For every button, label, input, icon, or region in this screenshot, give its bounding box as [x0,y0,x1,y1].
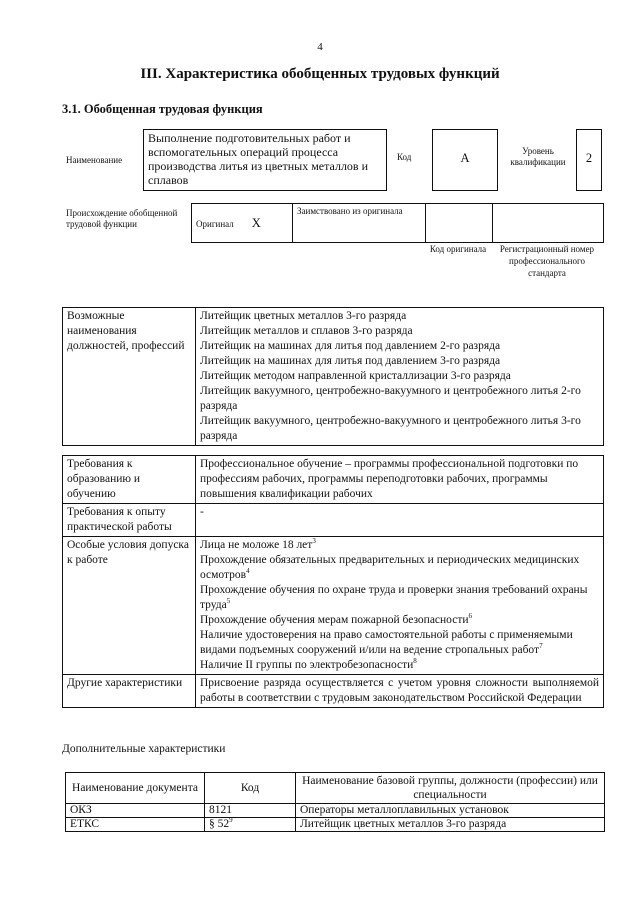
name-label: Наименование [66,155,123,165]
table-row [66,818,605,832]
conditions-list [196,537,604,675]
reg-number-cell [493,204,604,243]
reg-number-caption: Регистрационный номер профессионального стандарта [499,244,595,278]
conditions-label: Особые условия допуска к работе [63,537,196,675]
position-item: Литейщик методом направленной кристаллизации 3-го разряда [200,370,511,382]
experience-value: - [196,504,604,537]
education-value: Профессиональное обучение – программы профессиональной подготовки по профессиям рабочих, программы переподготовки рабочих, программы повышения квалификации рабочих [196,456,604,504]
row-name: Литейщик цветных металлов 3-го разряда [296,818,605,832]
education-label: Требования к образованию и обучению [63,456,196,504]
original-cell [192,204,293,243]
experience-label: Требования к опыту практической работы [63,504,196,537]
code-original-caption: Код оригинала [429,244,487,254]
level-label: Уровень квалификации [510,146,566,167]
position-item: Литейщик металлов и сплавов 3-го разряда [200,325,413,337]
position-item: Литейщик на машинах для литья под давлением 2-го разряда [200,340,501,352]
code-original-cell [426,204,493,243]
function-name-box: Выполнение подготовительных работ и вспомогательных операций процесса производства литья из цветных металлов и сплавов [143,129,387,191]
row-code: 8121 [205,804,296,818]
page-number: 4 [317,41,323,53]
row-code: § $52^9$ [205,818,296,832]
origin-table [191,203,604,243]
code-value-box: A [432,129,498,191]
subsection-title: 3.1. Обобщенная трудовая функция [62,102,263,116]
section-title: III. Характеристика обобщенных трудовых функций [140,66,500,82]
row-doc: ЕТКС [66,818,205,832]
level-value-box: 2 [576,129,602,191]
other-value: Присвоение разряда осуществляется с учетом уровня сложности выполняемой работы в соответствии с трудовым законодательством Российской Федерации [196,675,604,708]
positions-list [196,308,604,446]
position-item: Литейщик вакуумного, центробежно-вакуумного и центробежного литья 3-го разряда [200,415,581,442]
condition-item: Прохождение обучения по охране труда и проверки знания требований охраны труда$^5$ [200,584,588,611]
additional-title: Дополнительные характеристики [62,743,226,755]
code-label: Код [397,152,412,162]
other-label: Другие характеристики [63,675,196,708]
condition-item: Лица не моложе 18 лет$^3$ [200,537,316,551]
header-code: Код [205,773,296,804]
condition-item: Прохождение обучения мерам пожарной безопасности$^6$ [200,612,473,626]
original-label: Оригинал [196,218,234,229]
borrowed-cell: Заимствовано из оригинала [293,204,426,243]
position-item: Литейщик вакуумного, центробежно-вакуумного и центробежного литья 2-го разряда [200,385,581,412]
origin-label: Происхождение обобщенной трудовой функции [66,208,178,229]
header-name: Наименование базовой группы, должности (профессии) или специальности [296,773,605,804]
positions-label: Возможные наименования должностей, профессий [63,308,196,446]
row-name: Операторы металлоплавильных установок [296,804,605,818]
additional-table [65,772,605,832]
row-doc: ОКЗ [66,804,205,818]
requirements-table [62,455,604,708]
positions-table [62,307,604,446]
condition-item: Прохождение обязательных предварительных и периодических медицинских осмотров$^4$ [200,554,580,581]
table-row [66,804,605,818]
position-item: Литейщик на машинах для литья под давлением 3-го разряда [200,355,501,367]
condition-item: Наличие удостоверения на право самостоятельной работы с применяемыми видами подъемных сооружений и/или на ведение стропальных работ$^7$ [200,629,573,656]
header-doc: Наименование документа [66,773,205,804]
position-item: Литейщик цветных металлов 3-го разряда [200,310,407,322]
condition-item: Наличие II группы по электробезопасности$^8$ [200,657,417,671]
original-mark: X [251,215,261,230]
